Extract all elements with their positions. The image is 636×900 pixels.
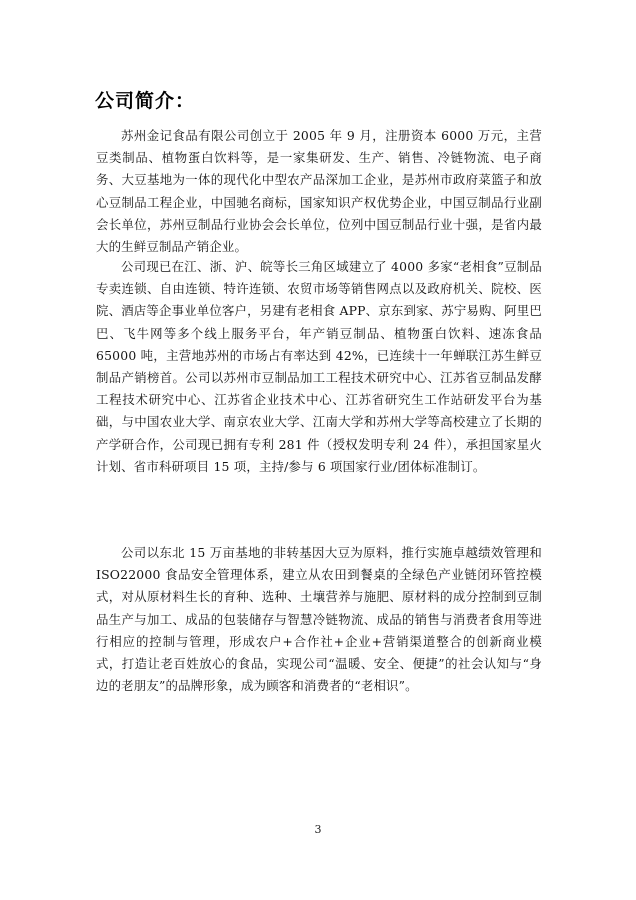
- paragraph-sales-and-research: 公司现已在江、浙、沪、皖等长三角区域建立了 4000 多家“老相食”豆制品专卖连锁、自由连锁、特许连锁、农贸市场等销售网点以及政府机关、院校、医院、酒店等企事业单位客户，另建有老相食 APP、京东到家、苏宁易购、阿里巴巴、飞牛网等多个线上服务平台，年产销豆制品、植物蛋白饮料、速冻食品 65000 吨，主营地苏州的市场占有率达到 42%，已连续十一年蝉联江苏生鲜豆制品产销榜首。公司以苏州市豆制品加工工程技术研究中心、江苏省豆制品发酵工程技术研究中心、江苏省企业技术中心、江苏省研究生工作站研发平台为基础，与中国农业大学、南京农业大学、江南大学和苏州大学等高校建立了长期的产学研合作，公司现已拥有专利 281 件（授权发明专利 24 件），承担国家星火计划、省市科研项目 15 项，主持/参与 6 项国家行业/团体标准制订。: [96, 259, 542, 474]
- paragraph-company-overview: 苏州金记食品有限公司创立于 2005 年 9 月，注册资本 6000 万元，主营豆类制品、植物蛋白饮料等，是一家集研发、生产、销售、冷链物流、电子商务、大豆基地为一体的现代化中型农产品深加工企业，是苏州市政府菜篮子和放心豆制品工程企业，中国驰名商标，国家知识产权优势企业，中国豆制品行业副会长单位，苏州豆制品行业协会会长单位，位列中国豆制品行业十强，是省内最大的生鲜豆制品产销企业。: [96, 128, 542, 255]
- page-number: 3: [314, 823, 322, 836]
- paragraph-quality-management: 公司以东北 15 万亩基地的非转基因大豆为原料，推行实施卓越绩效管理和 ISO22000 食品安全管理体系，建立从农田到餐桌的全绿色产业链闭环管控模式，对从原材料生长的育种、选种、土壤营养与施肥、原材料的成分控制到豆制品生产与加工、成品的包装储存与智慧冷链物流、成品的销售与消费者食用等进行相应的控制与管理，形成农户+合作社+企业+营销渠道整合的创新商业模式，打造让老百姓放心的食品，实现公司“温暖、安全、便捷”的社会认知与“身边的老朋友”的品牌形象，成为顾客和消费者的“老相识”。: [96, 545, 542, 694]
- section-heading: 公司简介：: [95, 90, 196, 112]
